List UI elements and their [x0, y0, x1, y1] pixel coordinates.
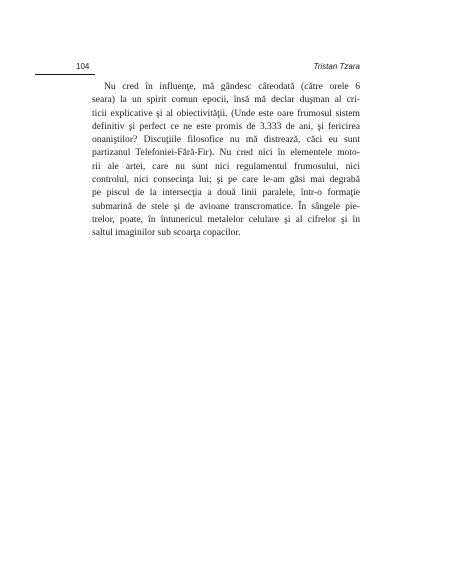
text-line: rii ale artei, care nu sunt nici regulamentul frumosului, nici — [92, 160, 360, 172]
page-number: 104 — [76, 62, 90, 71]
text-line: onaniştilor? Discuţiile filosofice nu mă distrează, căci eu sunt — [92, 134, 360, 146]
text-line: controlul, nici consecinţa lui; şi pe care le-am găsi mai degrabă — [92, 174, 360, 186]
text-line: saltul imaginilor sub scoarţa copacilor. — [92, 227, 241, 239]
text-line: Nu cred în influenţe, mă gândesc câteodată (către orele 6 — [104, 81, 360, 92]
header-rule — [35, 74, 95, 75]
text-line: submarină de stele şi de avioane transcromatice. În sângele pie- — [92, 200, 360, 212]
text-line: ticii explicative şi al obiectivităţii. (Unde este oare frumosul sistem — [92, 107, 360, 119]
text-line: definitiv şi perfect ce ne este promis de 3.333 de ani, şi fericirea — [92, 120, 360, 132]
text-line: partizanul Telefoniei-Fără-Fir). Nu cred nici în elementele moto- — [92, 147, 360, 159]
text-line: seara) la un spirit comun epocii, însă mă declar duşman al cri- — [92, 94, 360, 106]
text-line: trelor, poate, în întunericul metalelor celulare şi al cifrelor şi în — [92, 213, 360, 225]
running-head-author: Tristan Tzara — [313, 62, 360, 71]
body-paragraph — [92, 80, 360, 240]
text-line: pe piscul de la intersecţia a două linii paralele, într-o formaţie — [92, 187, 360, 199]
